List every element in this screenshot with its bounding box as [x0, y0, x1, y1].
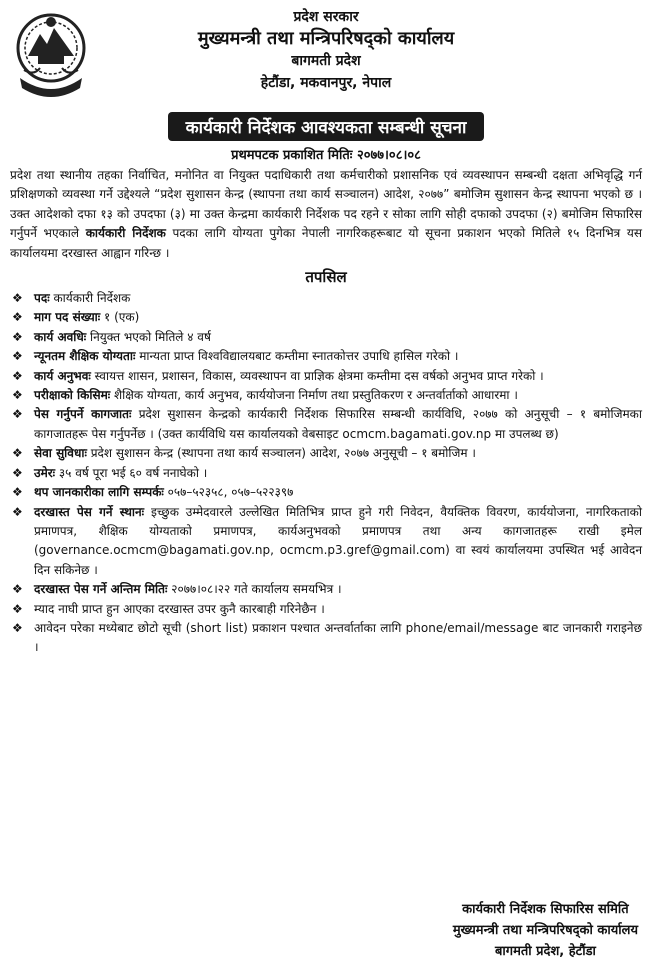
bullet-icon: ❖ [12, 582, 23, 597]
item-text: इच्छुक उम्मेदवारले उल्लेखित मितिभित्र प्राप्त हुने गरी निवेदन, वैयक्तिक विवरण, कार्ययोजना, नागरिकताको प्रमाणपत्र, शैक्षिक योग्यताको प्रमाणपत्र, कार्यअनुभवको प्रमाणपत्र तथा अन्य कागजातहरू राखी इमेल (governance.ocmcm@bagamati.gov.np, ocmcm.p3.gref@gmail.com) वा स्वयं कार्यालयमा उपस्थित भई आवेदन दिन सकिनेछ । [34, 504, 642, 577]
item-label: कार्य अनुभवः [34, 368, 91, 383]
item-label: पेस गर्नुपर्ने कागजातः [34, 407, 132, 422]
list-item [10, 347, 642, 366]
intro-part2: पदका लागि योग्यता पुगेका नेपाली नागरिकहरूबाट यो सूचना प्रकाशन भएको मितिले १५ दिनभित्र यस कार्यालयमा दरखास्त आह्वान गरिन्छ । [10, 226, 642, 260]
bullet-icon: ❖ [12, 291, 23, 306]
list-item [10, 503, 642, 581]
bullet-icon: ❖ [12, 504, 23, 519]
item-text: स्वायत्त शासन, प्रशासन, विकास, व्यवस्थापन वा प्राज्ञिक क्षेत्रमा कम्तीमा दस वर्षको अनुभव प्राप्त गरेको । [90, 368, 544, 383]
list-item [10, 464, 642, 483]
item-text: प्रदेश सुशासन केन्द्रको कार्यकारी निर्देशक सिफारिस सम्बन्धी कार्यविधि, २०७७ को अनुसूची – १ बमोजिमका कागजातहरू पेस गर्नुपर्नेछ । (उक्त कार्यविधि यस कार्यालयको वेबसाइट ocmcm.bagamati.gov.np मा उपलब्ध छ) [34, 407, 642, 441]
bullet-icon: ❖ [12, 349, 23, 364]
list-item [10, 444, 642, 463]
signature-block [453, 899, 638, 962]
bullet-icon: ❖ [12, 407, 23, 422]
notice-title: कार्यकारी निर्देशक आवश्यकता सम्बन्धी सूचना [168, 112, 485, 141]
item-text: मान्यता प्राप्त विश्वविद्यालयबाट कम्तीमा स्नातकोत्तर उपाधि हासिल गरेको । [135, 349, 459, 364]
committee-name: कार्यकारी निर्देशक सिफारिस समिति [462, 902, 629, 917]
bullet-icon: ❖ [12, 446, 23, 461]
details-list [0, 289, 652, 658]
bullet-icon: ❖ [12, 620, 23, 635]
item-text: शैक्षिक योग्यता, कार्य अनुभव, कार्ययोजना निर्माण तथा प्रस्तुतिकरण र अन्तर्वार्ताको आधारमा । [110, 388, 518, 403]
item-label: उमेरः [34, 465, 56, 480]
office-heading [0, 6, 652, 94]
bullet-icon: ❖ [12, 388, 23, 403]
item-label: दरखास्त पेस गर्ने स्थानः [34, 504, 145, 519]
item-label: माग पद संख्याः [34, 310, 101, 325]
item-text: म्याद नाघी प्राप्त हुन आएका दरखास्त उपर कुनै कारबाही गरिनेछैन । [34, 601, 325, 616]
signature-location: बागमती प्रदेश, हेटौंडा [494, 944, 596, 959]
govt-name: प्रदेश सरकार [293, 9, 359, 25]
office-address: हेटौंडा, मकवानपुर, नेपाल [260, 75, 392, 91]
intro-paragraph [10, 166, 642, 263]
bullet-icon: ❖ [12, 465, 23, 480]
bullet-icon: ❖ [12, 601, 23, 616]
list-item [10, 580, 642, 599]
item-label: परीक्षाको किसिमः [34, 388, 111, 403]
item-label: थप जानकारीका लागि सम्पर्कः [34, 485, 164, 500]
list-item [10, 405, 642, 444]
list-item [10, 619, 642, 658]
item-text: कार्यकारी निर्देशक [49, 291, 131, 306]
signature-office: मुख्यमन्त्री तथा मन्त्रिपरिषद्को कार्यालय [452, 923, 638, 938]
item-text: आवेदन परेका मध्येबाट छोटो सूची (short list) प्रकाशन पश्चात अन्तर्वार्ताका लागि phone/email/message बाट जानकारी गराइनेछ । [34, 620, 642, 655]
office-name: मुख्यमन्त्री तथा मन्त्रिपरिषद्को कार्यालय [197, 28, 455, 49]
bullet-icon: ❖ [12, 368, 23, 383]
item-text: नियुक्त भएको मितिले ४ वर्ष [86, 329, 211, 344]
item-label: सेवा सुविधाः [34, 446, 87, 461]
item-label: न्यूनतम शैक्षिक योग्यताः [34, 349, 136, 364]
section-title: तपसिल [305, 268, 347, 287]
item-text: १ (एक) [100, 310, 140, 325]
item-text: २०७७।०८।२२ गते कार्यालय समयभित्र । [167, 582, 342, 597]
province-name: बागमती प्रदेश [291, 53, 361, 69]
intro-bold: कार्यकारी निर्देशक [85, 226, 166, 241]
list-item [10, 328, 642, 347]
title-banner-wrap [0, 112, 652, 141]
list-item [10, 289, 642, 308]
item-label: पदः [34, 291, 50, 306]
list-item [10, 600, 642, 619]
item-text: ३५ वर्ष पूरा भई ६० वर्ष ननाघेको । [55, 465, 208, 480]
bullet-icon: ❖ [12, 310, 23, 325]
list-item [10, 483, 642, 502]
bullet-icon: ❖ [12, 485, 23, 500]
item-text: ०५७–५२३५८, ०५७–५२२३९७ [163, 485, 294, 500]
list-item [10, 308, 642, 327]
bullet-icon: ❖ [12, 329, 23, 344]
publication-date: प्रथमपटक प्रकाशित मितिः २०७७।०८।०८ [231, 148, 421, 163]
item-label: दरखास्त पेस गर्ने अन्तिम मितिः [34, 582, 168, 597]
list-item [10, 386, 642, 405]
item-text: प्रदेश सुशासन केन्द्र (स्थापना तथा कार्य सञ्चालन) आदेश, २०७७ अनुसूची – १ बमोजिम । [86, 446, 476, 461]
item-label: कार्य अवधिः [34, 329, 87, 344]
list-item [10, 367, 642, 386]
header [0, 0, 652, 110]
intro-part1: प्रदेश तथा स्थानीय तहका निर्वाचित, मनोनित वा नियुक्त पदाधिकारी तथा कर्मचारीको प्रशासनिक एवं व्यवस्थापन सम्बन्धी दक्षता अभिवृद्धि गर्न प्रशिक्षणको व्यवस्था गर्ने उद्देश्यले “प्रदेश सुशासन केन्द्र (स्थापना तथा कार्य सञ्चालन) आदेश, २०७७” बमोजिम सुशासन केन्द्र स्थापना भएको छ । उक्त आदेशको दफा १३ को उपदफा (३) मा उक्त केन्द्रमा कार्यकारी निर्देशक पद रहने र सोका लागि सोही दफाको उपदफा (२) बमोजिम सिफारिस गर्नुपर्ने भएकाले [10, 168, 642, 241]
